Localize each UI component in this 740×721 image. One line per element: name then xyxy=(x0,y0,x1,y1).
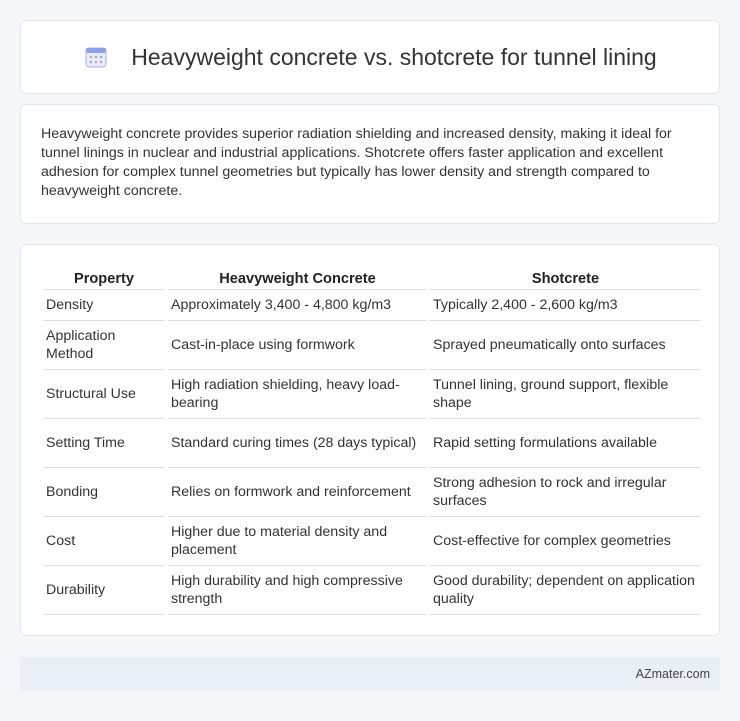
table-row xyxy=(43,566,701,615)
heavyweight-cell: Cast-in-place using formwork xyxy=(168,321,427,370)
page-title: Heavyweight concrete vs. shotcrete for tunnel lining xyxy=(131,43,657,70)
table-row xyxy=(43,370,701,419)
heavyweight-cell: High radiation shielding, heavy load-bearing xyxy=(168,370,427,419)
property-cell: Setting Time xyxy=(43,419,165,468)
header-property: Property xyxy=(43,267,165,290)
property-cell: Structural Use xyxy=(43,370,165,419)
shotcrete-cell: Tunnel lining, ground support, flexible shape xyxy=(430,370,701,419)
property-cell: Cost xyxy=(43,517,165,566)
heavyweight-cell: Standard curing times (28 days typical) xyxy=(168,419,427,468)
table-header-row xyxy=(43,267,701,290)
shotcrete-cell: Cost-effective for complex geometries xyxy=(430,517,701,566)
heavyweight-cell: Relies on formwork and reinforcement xyxy=(168,468,427,517)
shotcrete-cell: Rapid setting formulations available xyxy=(430,419,701,468)
header-shotcrete: Shotcrete xyxy=(430,267,701,290)
footer-brand: AZmater.com xyxy=(635,666,710,681)
calendar-icon xyxy=(83,44,109,70)
property-cell: Density xyxy=(43,290,165,321)
table-row xyxy=(43,290,701,321)
table-row xyxy=(43,419,701,468)
shotcrete-cell: Typically 2,400 - 2,600 kg/m3 xyxy=(430,290,701,321)
table-row xyxy=(43,321,701,370)
heavyweight-cell: Higher due to material density and placement xyxy=(168,517,427,566)
property-cell: Bonding xyxy=(43,468,165,517)
property-cell: Durability xyxy=(43,566,165,615)
comparison-table-card xyxy=(20,244,720,636)
comparison-table xyxy=(40,267,704,615)
table-row xyxy=(43,517,701,566)
shotcrete-cell: Strong adhesion to rock and irregular surfaces xyxy=(430,468,701,517)
summary-card xyxy=(20,104,720,224)
summary-text: Heavyweight concrete provides superior radiation shielding and increased density, making it ideal for tunnel linings in nuclear and industrial applications. Shotcrete offers faster application and excellent adhesion for complex tunnel geometries but typically has lower density and strength compared to heavyweight concrete. xyxy=(41,126,672,199)
shotcrete-cell: Good durability; dependent on application quality xyxy=(430,566,701,615)
table-row xyxy=(43,468,701,517)
header-heavyweight-concrete: Heavyweight Concrete xyxy=(168,267,427,290)
property-cell: Application Method xyxy=(43,321,165,370)
heavyweight-cell: High durability and high compressive strength xyxy=(168,566,427,615)
shotcrete-cell: Sprayed pneumatically onto surfaces xyxy=(430,321,701,370)
heavyweight-cell: Approximately 3,400 - 4,800 kg/m3 xyxy=(168,290,427,321)
footer xyxy=(20,657,720,690)
title-card xyxy=(20,20,720,94)
